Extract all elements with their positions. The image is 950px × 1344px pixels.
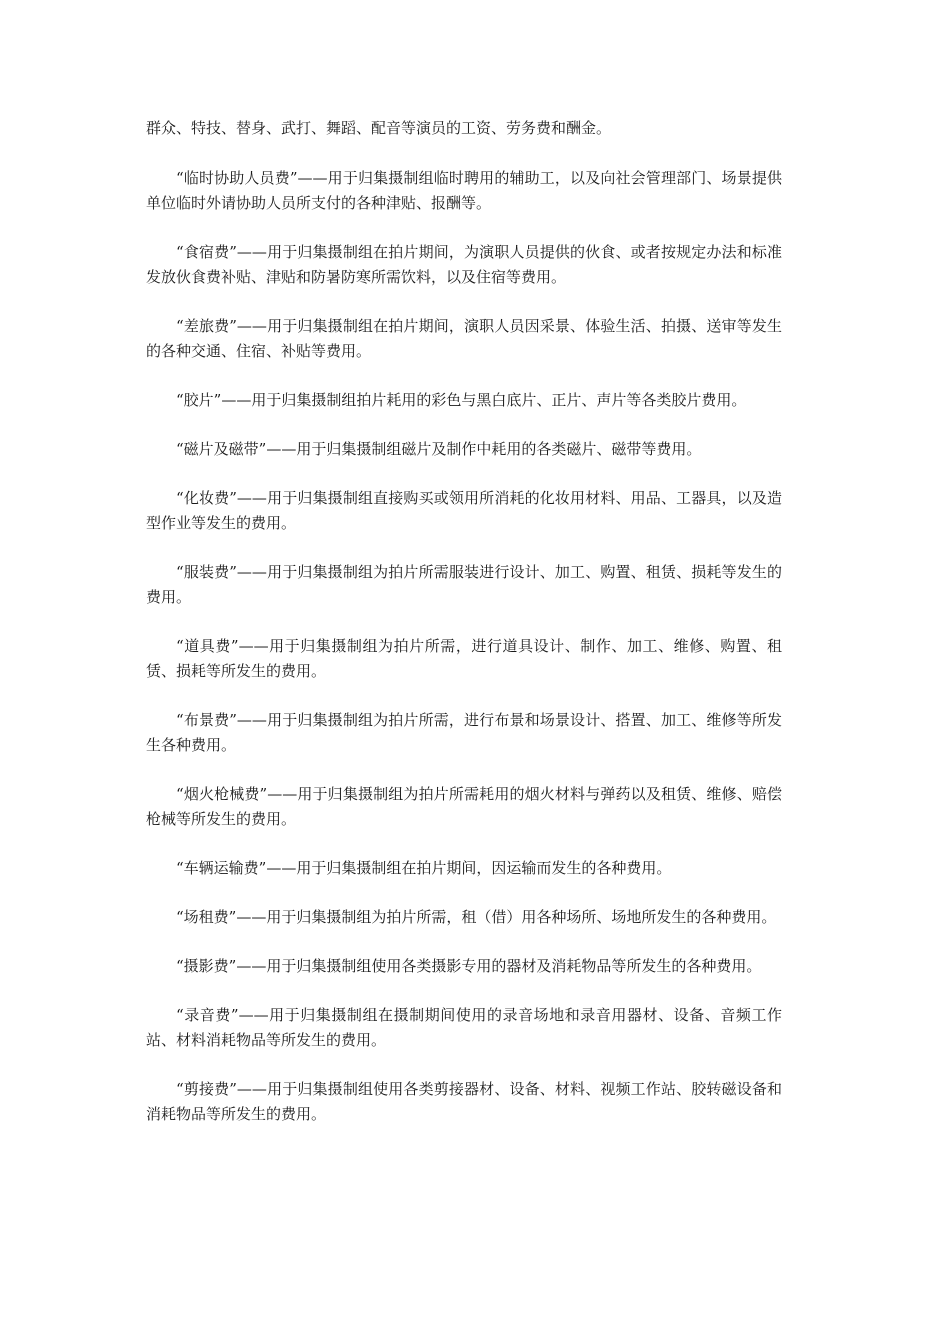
paragraph-venue-rental-fee: “场租费”——用于归集摄制组为拍片所需，租（借）用各种场所、场地所发生的各种费用。 — [176, 908, 777, 926]
paragraph-cinematography-fee: “摄影费”——用于归集摄制组使用各类摄影专用的器材及消耗物品等所发生的各种费用。 — [176, 957, 762, 975]
paragraph-costume-fee: “服装费”——用于归集摄制组为拍片所需服装进行设计、加工、购置、租赁、损耗等发生的费用。 — [146, 563, 782, 606]
paragraph-props-fee: “道具费”——用于归集摄制组为拍片所需，进行道具设计、制作、加工、维修、购置、租赁、损耗等所发生的费用。 — [146, 637, 782, 680]
paragraph-vehicle-transport-fee: “车辆运输费”——用于归集摄制组在拍片期间，因运输而发生的各种费用。 — [176, 859, 672, 877]
paragraph-board-lodging-fee: “食宿费”——用于归集摄制组在拍片期间，为演职人员提供的伙食、或者按规定办法和标准发放伙食费补贴、津贴和防暑防寒所需饮料，以及住宿等费用。 — [146, 243, 782, 286]
paragraph-editing-fee: “剪接费”——用于归集摄制组使用各类剪接器材、设备、材料、视频工作站、胶转磁设备和消耗物品等所发生的费用。 — [146, 1080, 782, 1123]
paragraph-magnetic-tape: “磁片及磁带”——用于归集摄制组磁片及制作中耗用的各类磁片、磁带等费用。 — [176, 440, 702, 458]
paragraph-travel-fee: “差旅费”——用于归集摄制组在拍片期间，演职人员因采景、体验生活、拍摄、送审等发生的各种交通、住宿、补贴等费用。 — [146, 317, 782, 360]
paragraph-film-stock: “胶片”——用于归集摄制组拍片耗用的彩色与黑白底片、正片、声片等各类胶片费用。 — [176, 391, 747, 409]
paragraph-set-fee: “布景费”——用于归集摄制组为拍片所需，进行布景和场景设计、搭置、加工、维修等所发生各种费用。 — [146, 711, 782, 754]
paragraph-pyrotechnics-firearms-fee: “烟火枪械费”——用于归集摄制组为拍片所需耗用的烟火材料与弹药以及租赁、维修、赔偿枪械等所发生的费用。 — [146, 785, 782, 828]
document-body — [146, 116, 782, 1151]
paragraph-makeup-fee: “化妆费”——用于归集摄制组直接购买或领用所消耗的化妆用材料、用品、工器具，以及造型作业等发生的费用。 — [146, 489, 782, 532]
paragraph-temporary-staff-fee: “临时协助人员费”——用于归集摄制组临时聘用的辅助工，以及向社会管理部门、场景提供单位临时外请协助人员所支付的各种津贴、报酬等。 — [146, 169, 782, 212]
paragraph-performers: 群众、特技、替身、武打、舞蹈、配音等演员的工资、劳务费和酬金。 — [146, 119, 612, 137]
paragraph-sound-recording-fee: “录音费”——用于归集摄制组在摄制期间使用的录音场地和录音用器材、设备、音频工作站、材料消耗物品等所发生的费用。 — [146, 1006, 782, 1049]
